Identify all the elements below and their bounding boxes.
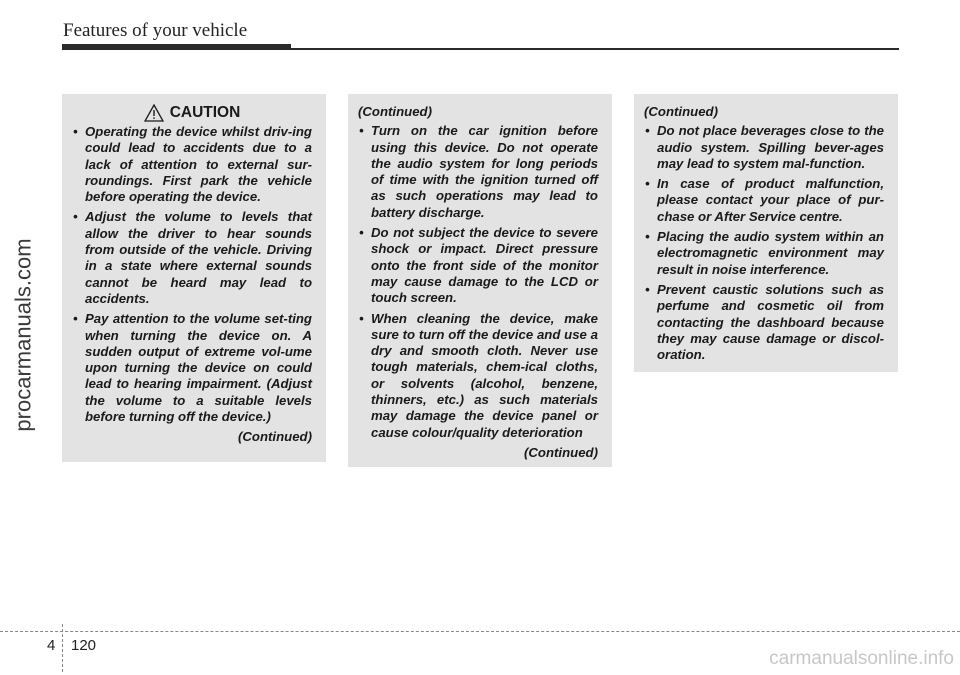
caution-list (358, 123, 598, 441)
list-item: • In case of product malfunction, please contact your place of pur-chase or After Service centre. (644, 176, 884, 225)
continued-heading: (Continued) (644, 104, 718, 119)
header-rule (291, 48, 899, 50)
caution-box (62, 94, 326, 462)
continued-box-3 (634, 94, 898, 372)
list-item: • Adjust the volume to levels that allow the driver to hear sounds from outside of the vehicle. Driving in a state where external sounds cannot be heard may lead to accidents. (72, 209, 312, 307)
caution-list (72, 124, 312, 425)
footer-watermark: carmanualsonline.info (769, 648, 954, 669)
caution-heading-text: CAUTION (169, 103, 241, 121)
side-watermark-text: procarmanuals.com (11, 238, 36, 432)
list-item: • Pay attention to the volume set-ting when turning the device on. A sudden output of extreme vol-ume upon turning the device on could lead to hearing impairment. (Adjust the volume to a suitable levels before turning off the device.) (72, 311, 312, 425)
list-item: • Prevent caustic solutions such as perfume and cosmetic oil from contacting the dashboard because they may cause damage or discol-oration. (644, 282, 884, 363)
list-item: • Do not place beverages close to the audio system. Spilling bever-ages may lead to system mal-function. (644, 123, 884, 172)
continued-heading: (Continued) (358, 104, 432, 119)
list-item: • Turn on the car ignition before using this device. Do not operate the audio system for long periods of time with the ignition turned off as such operations may lead to battery discharge. (358, 123, 598, 221)
continued-footer: (Continued) (524, 444, 598, 460)
continued-box-2 (348, 94, 612, 467)
list-item: • When cleaning the device, make sure to turn off the device and use a dry and smooth cloth. Never use tough materials, chem-ical cloths, or solvents (alcohol, benzene, thinners, etc.) as such materials may damage the device panel or cause colour/quality deterioration (358, 311, 598, 441)
caution-list (644, 123, 884, 363)
side-watermark (2, 220, 46, 450)
page-number: 120 (71, 637, 97, 654)
continued-footer: (Continued) (238, 429, 312, 445)
warning-triangle-icon (144, 104, 164, 122)
list-item: • Operating the device whilst driv-ing could lead to accidents due to a lack of attention to external sur-roundings. First park the vehicle before operating the device. (72, 124, 312, 205)
footer-divider (62, 624, 63, 672)
page-header-title: Features of your vehicle (63, 20, 248, 41)
chapter-number: 4 (47, 637, 56, 654)
caution-heading (72, 104, 312, 122)
list-item: • Placing the audio system within an electromagnetic environment may result in noise interference. (644, 229, 884, 278)
footer-rule (0, 631, 960, 632)
header-bar (62, 44, 291, 50)
list-item: • Do not subject the device to severe shock or impact. Direct pressure onto the front side of the monitor may cause damage to the LCD or touch screen. (358, 225, 598, 306)
